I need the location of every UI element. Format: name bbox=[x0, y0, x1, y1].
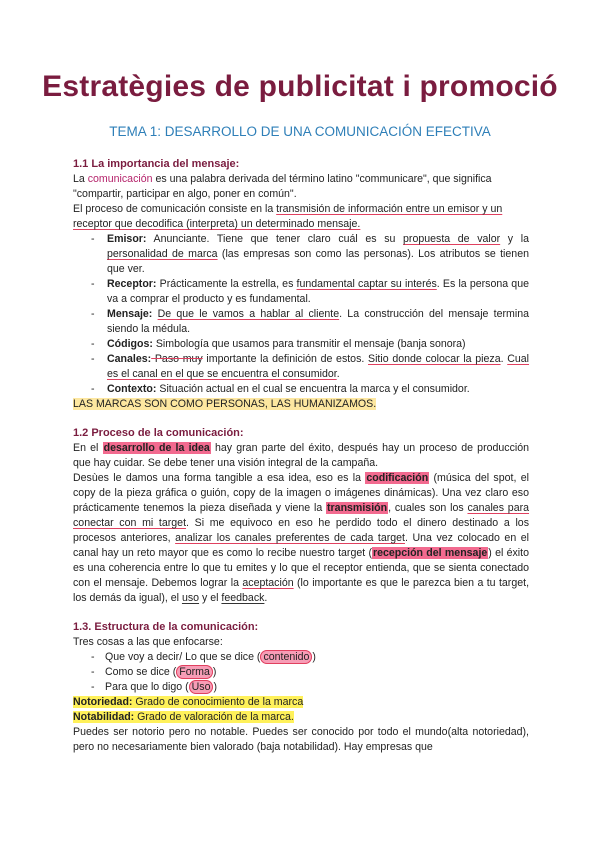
definition-text: Grado de valoración de la marca. bbox=[134, 711, 294, 723]
communication-elements-list bbox=[73, 232, 529, 397]
underlined-text: transmisión de información entre un emisor y un receptor que decodifica (interpreta) un determinado mensaje. bbox=[73, 203, 503, 230]
item-label: Emisor: bbox=[107, 233, 147, 245]
underlined-text: uso bbox=[181, 592, 200, 604]
document-body bbox=[73, 157, 529, 755]
text-span: Situación actual en el cual se encuentra la marca y el consumidor. bbox=[156, 383, 470, 395]
underlined-text: personalidad de marca bbox=[107, 248, 218, 260]
text-span: es una palabra derivada del término latino "communicare", que significa "compartir, participar en algo, poner en común". bbox=[73, 173, 492, 200]
text-span: y la bbox=[500, 233, 529, 245]
text-span: y el bbox=[199, 592, 222, 604]
underlined-text: feedback bbox=[221, 592, 265, 604]
underlined-text: canales para conectar con mi target bbox=[73, 502, 530, 529]
definition-label: Notabilidad: bbox=[73, 711, 135, 723]
text-span: Que voy a decir/ Lo que se dice ( bbox=[105, 651, 261, 663]
text-span: ) bbox=[312, 651, 316, 663]
text-span: El proceso de comunicación consiste en la bbox=[73, 203, 277, 215]
underlined-text: aceptación bbox=[242, 577, 294, 589]
definition-notoriedad bbox=[73, 695, 529, 710]
text-span: . Si me equivoco en eso he perdido todo el dinero destinado a los procesos anteriores, bbox=[73, 517, 529, 544]
s3-paragraph-end: Puedes ser notorio pero no notable. Puedes ser conocido por todo el mundo(alta notoriedad), pero no necesariamente bien valorado (baja notabilidad). Hay empresas que bbox=[73, 726, 529, 753]
s1-note bbox=[73, 397, 529, 412]
document-title: Estratègies de publicitat i promoció bbox=[42, 70, 558, 103]
underlined-text: analizar los canales preferentes de cada target bbox=[175, 532, 405, 544]
list-item bbox=[73, 382, 529, 397]
text-span: . La construcción del mensaje termina siendo la médula. bbox=[107, 308, 530, 335]
text-span: Para que lo digo ( bbox=[105, 681, 189, 693]
item-label: Códigos: bbox=[107, 338, 153, 350]
s2-paragraph-2 bbox=[73, 471, 529, 606]
definition-notabilidad bbox=[73, 710, 529, 725]
tema-heading: TEMA 1: DESARROLLO DE UNA COMUNICACIÓN EFECTIVA bbox=[109, 124, 491, 139]
highlight-term: codificación bbox=[366, 472, 429, 484]
definition-text: Grado de conocimiento de la marca bbox=[132, 696, 304, 708]
text-span: . bbox=[264, 592, 268, 604]
item-label: Receptor: bbox=[107, 278, 157, 290]
text-span: (música del spot, el copy de la pieza gráfica o guión, copy de la imagen o imágenes dinámicas). Una vez claro eso prácticamente tenemos la pieza diseñada y viene la bbox=[73, 472, 529, 514]
text-span: Simbología que usamos para transmitir el mensaje (banja sonora) bbox=[152, 338, 466, 350]
highlighted-note: LAS MARCAS SON COMO PERSONAS, LAS HUMANIZAMOS. bbox=[73, 398, 377, 410]
s2-paragraph-1 bbox=[73, 441, 529, 471]
text-span: ) el éxito es una coherencia entre lo que tu emites y lo que el receptor entienda, que se sienta conectado con el mensaje. Debemos lograr la bbox=[73, 547, 529, 589]
text-span: . bbox=[336, 368, 340, 380]
text-span: ) bbox=[212, 666, 217, 678]
underlined-text: De que le vamos a hablar al cliente bbox=[157, 308, 340, 320]
spacer bbox=[73, 412, 529, 426]
item-label: Contexto: bbox=[107, 383, 157, 395]
text-span: (las empresas son como las personas). Los atributos se tienen que ver. bbox=[107, 248, 529, 275]
list-item bbox=[73, 232, 529, 277]
text-span: importante la definición de estos. bbox=[202, 353, 369, 365]
circled-term: Forma bbox=[176, 665, 213, 679]
item-label: Canales: bbox=[107, 353, 152, 365]
list-item bbox=[73, 665, 529, 680]
text-span: . bbox=[500, 353, 508, 365]
s1-paragraph-1 bbox=[73, 172, 529, 202]
circled-term: Uso bbox=[189, 680, 214, 694]
struck-text: Paso muy bbox=[151, 353, 203, 365]
list-item bbox=[73, 277, 529, 307]
underlined-text: propuesta de valor bbox=[403, 233, 501, 245]
section-1-3-heading: 1.3. Estructura de la comunicación: bbox=[73, 621, 259, 633]
list-item bbox=[73, 337, 529, 352]
text-span: hay gran parte del éxito, después hay un proceso de producción que hay cuidar. Se debe tener una visión integral de la campaña. bbox=[73, 442, 530, 469]
item-label: Mensaje: bbox=[107, 308, 153, 320]
text-span: ) bbox=[213, 681, 218, 693]
underlined-text: Sitio donde colocar la pieza bbox=[368, 353, 501, 365]
text-span: Desùes le damos una forma tangible a esa idea, eso es la bbox=[73, 472, 366, 484]
text-span: Anunciante. Tiene que tener claro cuál es su bbox=[146, 233, 404, 245]
circled-term: contenido bbox=[260, 650, 312, 664]
text-span: En el bbox=[73, 442, 103, 454]
list-item bbox=[73, 352, 529, 382]
s3-intro: Tres cosas a las que enfocarse: bbox=[73, 636, 223, 648]
underlined-text: Cual es el canal en el que se encuentra el consumidor bbox=[107, 353, 530, 380]
highlight-term: transmisión bbox=[327, 502, 388, 514]
list-item bbox=[73, 307, 529, 337]
text-span: Como se dice ( bbox=[105, 666, 177, 678]
list-item bbox=[73, 680, 529, 695]
text-span: Prácticamente la estrella, es bbox=[156, 278, 297, 290]
structure-list bbox=[73, 650, 529, 695]
text-span: La bbox=[73, 173, 88, 185]
highlight-term: comunicación bbox=[87, 173, 153, 185]
text-span: . Una vez colocado en el canal hay un reto mayor que es como lo recibe nuestro target ( bbox=[73, 532, 529, 559]
spacer bbox=[73, 606, 529, 620]
text-span: (lo importante es que le parezca bien a tu target, los demás da igual), el bbox=[73, 577, 530, 604]
definition-label: Notoriedad: bbox=[73, 696, 133, 708]
section-1-2-heading: 1.2 Proceso de la comunicación: bbox=[73, 427, 244, 439]
highlight-term: recepción del mensaje bbox=[372, 547, 488, 559]
text-span: , cuales son los bbox=[388, 502, 468, 514]
s1-paragraph-2 bbox=[73, 202, 529, 232]
section-1-1-heading: 1.1 La importancia del mensaje: bbox=[73, 158, 240, 170]
text-span: . Es la persona que va a comprar el producto y es fundamental. bbox=[107, 278, 529, 305]
list-item bbox=[73, 650, 529, 665]
underlined-text: fundamental captar su interés bbox=[296, 278, 437, 290]
highlight-term: desarrollo de la idea bbox=[103, 442, 210, 454]
